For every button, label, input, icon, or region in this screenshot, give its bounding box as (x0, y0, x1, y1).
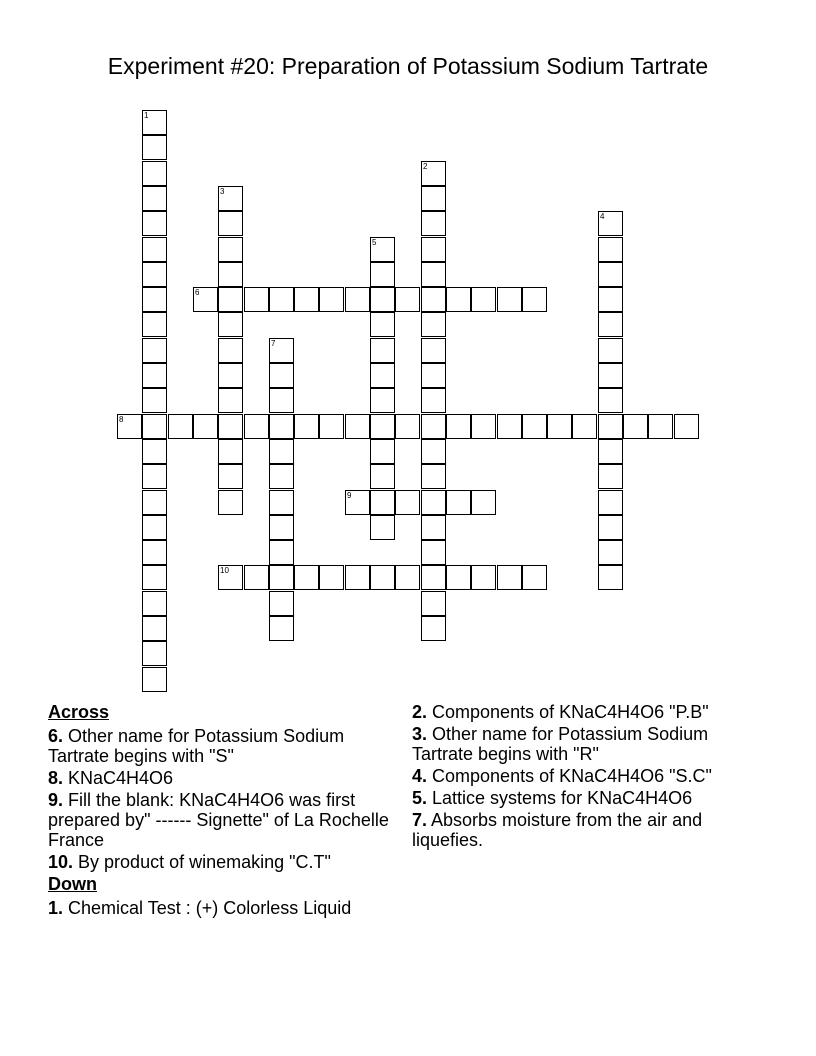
clue-number-label: 5 (372, 238, 377, 247)
grid-cell[interactable] (269, 388, 294, 413)
clue-number: 9. (48, 790, 64, 810)
grid-cell[interactable] (142, 667, 167, 692)
grid-cell[interactable] (142, 312, 167, 337)
grid-cell[interactable] (294, 287, 319, 312)
clue-text: Lattice systems for KNaC4H4O6 (427, 788, 693, 808)
grid-cell[interactable] (218, 237, 243, 262)
grid-cell[interactable] (142, 237, 167, 262)
grid-cell[interactable] (598, 540, 623, 565)
grid-cell[interactable] (598, 211, 623, 236)
grid-cell[interactable] (218, 490, 243, 515)
grid-cell[interactable] (142, 388, 167, 413)
clue-number-label: 8 (119, 415, 124, 424)
grid-cell[interactable] (269, 591, 294, 616)
across-heading: Across (48, 702, 110, 722)
grid-cell[interactable] (598, 338, 623, 363)
grid-cell[interactable] (370, 490, 395, 515)
grid-cell[interactable] (370, 439, 395, 464)
grid-cell[interactable] (142, 464, 167, 489)
grid-cell[interactable] (421, 388, 446, 413)
grid-cell[interactable] (421, 262, 446, 287)
grid-cell[interactable] (497, 287, 522, 312)
grid-cell[interactable] (497, 414, 522, 439)
grid-cell[interactable] (269, 287, 294, 312)
grid-cell[interactable] (218, 186, 243, 211)
grid-cell[interactable] (193, 287, 218, 312)
grid-cell[interactable] (142, 565, 167, 590)
grid-cell[interactable] (471, 414, 496, 439)
grid-cell[interactable] (142, 262, 167, 287)
grid-cell[interactable] (218, 388, 243, 413)
clue-number: 7. (412, 810, 428, 830)
grid-cell[interactable] (218, 312, 243, 337)
grid-cell[interactable] (395, 287, 420, 312)
grid-cell[interactable] (269, 565, 294, 590)
grid-cell[interactable] (446, 490, 471, 515)
grid-cell[interactable] (471, 565, 496, 590)
grid-cell[interactable] (142, 439, 167, 464)
grid-cell[interactable] (269, 338, 294, 363)
clue-number-label: 6 (195, 288, 200, 297)
grid-cell[interactable] (345, 414, 370, 439)
grid-cell[interactable] (421, 616, 446, 641)
grid-cell[interactable] (142, 211, 167, 236)
grid-cell[interactable] (598, 464, 623, 489)
grid-cell[interactable] (269, 490, 294, 515)
clue-item (412, 788, 762, 808)
grid-cell[interactable] (319, 565, 344, 590)
grid-cell[interactable] (471, 287, 496, 312)
clue-number-label: 3 (220, 187, 225, 196)
grid-cell[interactable] (522, 414, 547, 439)
grid-cell[interactable] (497, 565, 522, 590)
grid-cell[interactable] (421, 338, 446, 363)
grid-cell[interactable] (294, 565, 319, 590)
grid-cell[interactable] (370, 262, 395, 287)
grid-cell[interactable] (142, 591, 167, 616)
clue-text: Components of KNaC4H4O6 "S.C" (427, 766, 712, 786)
clue-item (412, 810, 762, 850)
grid-cell[interactable] (345, 565, 370, 590)
grid-cell[interactable] (421, 591, 446, 616)
grid-cell[interactable] (598, 312, 623, 337)
grid-cell[interactable] (421, 490, 446, 515)
grid-cell[interactable] (142, 287, 167, 312)
grid-cell[interactable] (218, 287, 243, 312)
grid-cell[interactable] (598, 363, 623, 388)
grid-cell[interactable] (547, 414, 572, 439)
grid-cell[interactable] (294, 414, 319, 439)
grid-cell[interactable] (395, 490, 420, 515)
clue-text: Other name for Potassium Sodium Tartrate begins with "S" (48, 726, 345, 766)
grid-cell[interactable] (370, 287, 395, 312)
clue-text: By product of winemaking "C.T" (73, 852, 331, 872)
grid-cell[interactable] (269, 515, 294, 540)
grid-cell[interactable] (395, 565, 420, 590)
clue-number: 6. (48, 726, 64, 746)
grid-cell[interactable] (421, 186, 446, 211)
grid-cell[interactable] (244, 565, 269, 590)
grid-cell[interactable] (142, 110, 167, 135)
page-title: Experiment #20: Preparation of Potassium Sodium Tartrate (107, 53, 709, 79)
grid-cell[interactable] (421, 312, 446, 337)
grid-cell[interactable] (218, 565, 243, 590)
clue-text: Other name for Potassium Sodium Tartrate begins with "R" (412, 724, 709, 764)
grid-cell[interactable] (142, 161, 167, 186)
grid-cell[interactable] (648, 414, 673, 439)
clue-number-label: 10 (220, 566, 229, 575)
grid-cell[interactable] (218, 211, 243, 236)
grid-cell[interactable] (370, 565, 395, 590)
grid-cell[interactable] (598, 515, 623, 540)
clue-item (48, 768, 398, 788)
grid-cell[interactable] (319, 287, 344, 312)
grid-cell[interactable] (471, 490, 496, 515)
clue-number-label: 9 (347, 491, 352, 500)
grid-cell[interactable] (345, 490, 370, 515)
clue-number: 10. (48, 852, 74, 872)
grid-cell[interactable] (142, 338, 167, 363)
grid-cell[interactable] (142, 186, 167, 211)
grid-cell[interactable] (598, 262, 623, 287)
grid-cell[interactable] (142, 363, 167, 388)
clue-item (48, 726, 398, 766)
clue-text: KNaC4H4O6 (63, 768, 174, 788)
clue-item (412, 702, 762, 722)
grid-cell[interactable] (370, 363, 395, 388)
clue-item (48, 898, 398, 918)
grid-cell[interactable] (598, 287, 623, 312)
clue-text: Fill the blank: KNaC4H4O6 was first prepared by" ------ Signette" of La Rochelle France (48, 790, 389, 850)
clue-number-label: 7 (271, 339, 276, 348)
grid-cell[interactable] (218, 439, 243, 464)
grid-cell[interactable] (598, 388, 623, 413)
grid-cell[interactable] (421, 363, 446, 388)
grid-cell[interactable] (269, 464, 294, 489)
grid-cell[interactable] (370, 515, 395, 540)
grid-cell[interactable] (142, 490, 167, 515)
grid-cell[interactable] (421, 565, 446, 590)
grid-cell[interactable] (370, 414, 395, 439)
grid-cell[interactable] (370, 338, 395, 363)
grid-cell[interactable] (421, 211, 446, 236)
grid-cell[interactable] (142, 414, 167, 439)
grid-cell[interactable] (421, 237, 446, 262)
clue-number-label: 1 (144, 111, 149, 120)
grid-cell[interactable] (142, 515, 167, 540)
grid-cell[interactable] (370, 464, 395, 489)
grid-cell[interactable] (446, 287, 471, 312)
clue-text: Components of KNaC4H4O6 "P.B" (427, 702, 709, 722)
grid-cell[interactable] (446, 565, 471, 590)
grid-cell[interactable] (598, 414, 623, 439)
clue-number: 8. (48, 768, 64, 788)
grid-cell[interactable] (117, 414, 142, 439)
clue-item (412, 766, 762, 786)
grid-cell[interactable] (142, 540, 167, 565)
clue-item (412, 724, 762, 764)
grid-cell[interactable] (269, 439, 294, 464)
clue-number: 5. (412, 788, 428, 808)
grid-cell[interactable] (269, 616, 294, 641)
grid-cell[interactable] (598, 237, 623, 262)
clue-item (48, 790, 398, 850)
clue-number: 1. (48, 898, 64, 918)
grid-cell[interactable] (218, 338, 243, 363)
clue-text: Absorbs moisture from the air and liquefies. (412, 810, 703, 850)
grid-cell[interactable] (421, 287, 446, 312)
clue-number: 2. (412, 702, 428, 722)
grid-cell[interactable] (522, 565, 547, 590)
clue-item (48, 852, 398, 872)
grid-cell[interactable] (218, 363, 243, 388)
grid-cell[interactable] (446, 414, 471, 439)
grid-cell[interactable] (623, 414, 648, 439)
grid-cell[interactable] (421, 540, 446, 565)
clue-number-label: 2 (423, 162, 428, 171)
grid-cell[interactable] (218, 464, 243, 489)
clue-column-left (48, 702, 398, 920)
grid-cell[interactable] (598, 490, 623, 515)
grid-cell[interactable] (244, 414, 269, 439)
clue-number: 4. (412, 766, 428, 786)
grid-cell[interactable] (421, 414, 446, 439)
grid-cell[interactable] (572, 414, 597, 439)
grid-cell[interactable] (395, 414, 420, 439)
grid-cell[interactable] (598, 439, 623, 464)
down-heading: Down (48, 874, 97, 894)
grid-cell[interactable] (218, 414, 243, 439)
grid-cell[interactable] (522, 287, 547, 312)
grid-cell[interactable] (421, 464, 446, 489)
grid-cell[interactable] (674, 414, 699, 439)
grid-cell[interactable] (370, 237, 395, 262)
grid-cell[interactable] (142, 641, 167, 666)
grid-cell[interactable] (370, 312, 395, 337)
clue-number-label: 4 (600, 212, 605, 221)
grid-cell[interactable] (244, 287, 269, 312)
grid-cell[interactable] (269, 363, 294, 388)
grid-cell[interactable] (218, 262, 243, 287)
grid-cell[interactable] (370, 388, 395, 413)
clue-column-right (412, 702, 762, 852)
grid-cell[interactable] (319, 414, 344, 439)
clue-text: Chemical Test : (+) Colorless Liquid (63, 898, 352, 918)
grid-cell[interactable] (269, 540, 294, 565)
grid-cell[interactable] (421, 515, 446, 540)
grid-cell[interactable] (598, 565, 623, 590)
clue-number: 3. (412, 724, 428, 744)
grid-cell[interactable] (142, 616, 167, 641)
grid-cell[interactable] (269, 414, 294, 439)
grid-cell[interactable] (421, 439, 446, 464)
grid-cell[interactable] (142, 135, 167, 160)
grid-cell[interactable] (345, 287, 370, 312)
grid-cell[interactable] (193, 414, 218, 439)
grid-cell[interactable] (168, 414, 193, 439)
grid-cell[interactable] (421, 161, 446, 186)
